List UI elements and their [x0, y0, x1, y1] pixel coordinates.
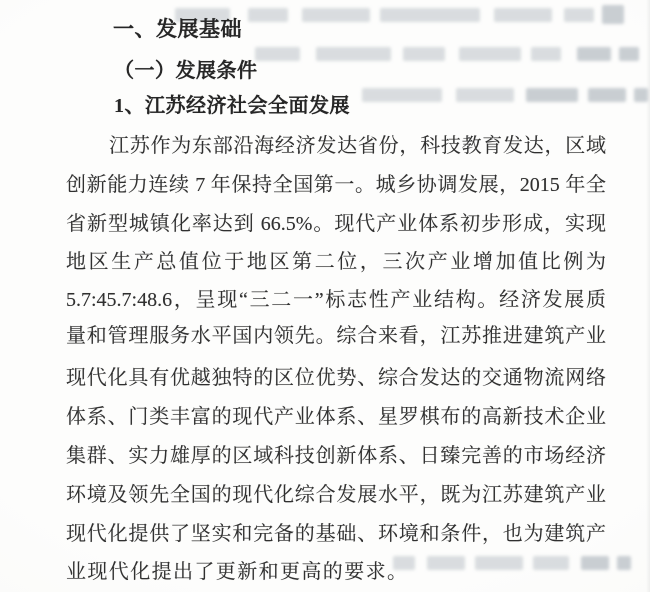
section-heading-level1: 一、发展基础	[113, 17, 242, 41]
section-heading-level2: （一）发展条件	[114, 60, 258, 82]
paragraph-line: 地区生产总值位于地区第二位，三次产业增加值比例为	[66, 251, 606, 273]
paragraph-line: 集群、实力雄厚的区域科技创新体系、日臻完善的市场经济	[66, 445, 606, 467]
bleedthrough-row-top-3	[362, 88, 648, 102]
scan-edge-shadow	[646, 0, 650, 592]
paragraph-line: 环境及领先全国的现代化综合发展水平，既为江苏建筑产业	[66, 484, 606, 506]
bleedthrough-row-top-1	[175, 5, 624, 24]
paragraph-line: 创新能力连续 7 年保持全国第一。城乡协调发展，2015 年全	[66, 174, 606, 196]
paragraph-line: 现代化具有优越独特的区位优势、综合发达的交通物流网络	[66, 367, 606, 389]
paragraph-line: 5.7:45.7:48.6，呈现“三二一”标志性产业结构。经济发展质	[66, 289, 606, 311]
bleedthrough-row-top-2	[255, 47, 639, 61]
paragraph-line: 江苏作为东部沿海经济发达省份，科技教育发达，区域	[109, 135, 606, 157]
paragraph-line: 省新型城镇化率达到 66.5%。现代产业体系初步形成，实现	[66, 213, 606, 235]
paragraph-line: 体系、门类丰富的现代产业体系、星罗棋布的高新技术企业	[66, 406, 606, 428]
paragraph-line: 量和管理服务水平国内领先。综合来看，江苏推进建筑产业	[66, 325, 606, 347]
section-heading-level3: 1、江苏经济社会全面发展	[114, 95, 350, 117]
paragraph-line: 业现代化提出了更新和更高的要求。	[66, 561, 409, 583]
paragraph-line: 现代化提供了坚实和完备的基础、环境和条件，也为建筑产	[66, 523, 606, 545]
